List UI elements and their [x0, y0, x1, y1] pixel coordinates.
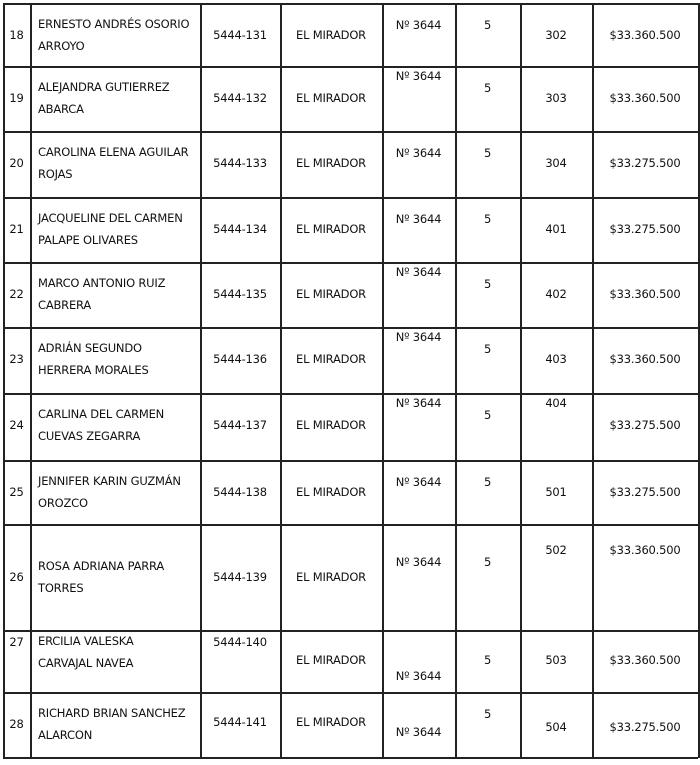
floor: 5	[483, 653, 492, 667]
unit-code: 5444-136	[213, 352, 267, 366]
row-number: 25	[9, 485, 24, 499]
street-number: Nº 3644	[395, 18, 442, 32]
street-number: Nº 3644	[395, 212, 442, 226]
street-name: EL MIRADOR	[296, 352, 366, 366]
floor: 5	[483, 408, 492, 422]
column-divider	[30, 3, 32, 758]
holder-name-line-2: CABRERA	[38, 298, 92, 312]
street-number: Nº 3644	[395, 669, 442, 683]
street-number: Nº 3644	[395, 475, 442, 489]
price: $33.275.500	[609, 720, 681, 734]
apartment-number: 501	[545, 485, 567, 499]
holder-name-line-1: JENNIFER KARIN GUZMÁN	[38, 474, 181, 488]
unit-code: 5444-140	[213, 635, 267, 649]
holder-name-line-2: HERRERA MORALES	[38, 363, 149, 377]
column-divider	[520, 3, 522, 758]
column-divider	[382, 3, 384, 758]
row-number: 21	[9, 222, 24, 236]
column-divider	[280, 3, 282, 758]
street-name: EL MIRADOR	[296, 28, 366, 42]
street-name: EL MIRADOR	[296, 715, 366, 729]
street-name: EL MIRADOR	[296, 287, 366, 301]
column-divider	[592, 3, 594, 758]
holder-name-line-2: CUEVAS ZEGARRA	[38, 429, 141, 443]
unit-code: 5444-139	[213, 570, 267, 584]
floor: 5	[483, 707, 492, 721]
row-number: 18	[9, 28, 24, 42]
street-name: EL MIRADOR	[296, 653, 366, 667]
street-name: EL MIRADOR	[296, 418, 366, 432]
price: $33.275.500	[609, 156, 681, 170]
apartment-number: 404	[545, 396, 567, 410]
floor: 5	[483, 277, 492, 291]
holder-name-line-1: MARCO ANTONIO RUIZ	[38, 276, 166, 290]
price: $33.275.500	[609, 222, 681, 236]
row-number: 28	[9, 717, 24, 731]
apartment-number: 401	[545, 222, 567, 236]
street-number: Nº 3644	[395, 146, 442, 160]
apartment-number: 402	[545, 287, 567, 301]
holder-name-line-1: CARLINA DEL CARMEN	[38, 407, 165, 421]
floor: 5	[483, 146, 492, 160]
floor: 5	[483, 475, 492, 489]
row-number: 26	[9, 570, 24, 584]
holder-name-line-1: ROSA ADRIANA PARRA	[38, 559, 165, 573]
apartment-number: 403	[545, 352, 567, 366]
price: $33.360.500	[609, 352, 681, 366]
street-name: EL MIRADOR	[296, 156, 366, 170]
street-number: Nº 3644	[395, 555, 442, 569]
street-name: EL MIRADOR	[296, 222, 366, 236]
street-name: EL MIRADOR	[296, 485, 366, 499]
price: $33.360.500	[609, 543, 681, 557]
price: $33.360.500	[609, 91, 681, 105]
holder-name-line-1: JACQUELINE DEL CARMEN	[38, 211, 183, 225]
floor: 5	[483, 18, 492, 32]
holder-name-line-2: ARROYO	[38, 39, 85, 53]
row-number: 19	[9, 91, 24, 105]
holder-name-line-1: ALEJANDRA GUTIERREZ	[38, 80, 170, 94]
unit-code: 5444-132	[213, 91, 267, 105]
price: $33.360.500	[609, 287, 681, 301]
floor: 5	[483, 81, 492, 95]
apartment-number: 502	[545, 543, 567, 557]
holder-name-line-2: ALARCON	[38, 728, 93, 742]
row-number: 27	[9, 635, 24, 649]
apartment-number: 504	[545, 720, 567, 734]
holder-name-line-1: CAROLINA ELENA AGUILAR	[38, 145, 189, 159]
street-number: Nº 3644	[395, 265, 442, 279]
price: $33.360.500	[609, 28, 681, 42]
unit-code: 5444-131	[213, 28, 267, 42]
apartment-number: 303	[545, 91, 567, 105]
street-number: Nº 3644	[395, 69, 442, 83]
holder-name-line-2: ABARCA	[38, 102, 84, 116]
column-divider	[455, 3, 457, 758]
apartment-number: 302	[545, 28, 567, 42]
unit-code: 5444-134	[213, 222, 267, 236]
apartment-number: 304	[545, 156, 567, 170]
unit-code: 5444-133	[213, 156, 267, 170]
street-number: Nº 3644	[395, 330, 442, 344]
street-number: Nº 3644	[395, 396, 442, 410]
street-number: Nº 3644	[395, 725, 442, 739]
holder-name-line-1: RICHARD BRIAN SANCHEZ	[38, 706, 186, 720]
row-number: 22	[9, 287, 24, 301]
unit-code: 5444-135	[213, 287, 267, 301]
holder-name-line-2: TORRES	[38, 581, 84, 595]
floor: 5	[483, 342, 492, 356]
holder-name-line-1: ADRIÁN SEGUNDO	[38, 341, 142, 355]
price: $33.360.500	[609, 653, 681, 667]
holder-name-line-1: ERCILIA VALESKA	[38, 634, 134, 648]
row-number: 23	[9, 352, 24, 366]
row-number: 20	[9, 156, 24, 170]
price: $33.275.500	[609, 418, 681, 432]
floor: 5	[483, 555, 492, 569]
apartment-number: 503	[545, 653, 567, 667]
unit-code: 5444-141	[213, 715, 267, 729]
holder-name-line-2: ROJAS	[38, 167, 73, 181]
holder-name-line-2: PALAPE OLIVARES	[38, 233, 138, 247]
street-name: EL MIRADOR	[296, 570, 366, 584]
unit-code: 5444-137	[213, 418, 267, 432]
row-number: 24	[9, 418, 24, 432]
holder-name-line-2: CARVAJAL NAVEA	[38, 656, 134, 670]
holder-name-line-2: OROZCO	[38, 496, 88, 510]
price: $33.275.500	[609, 485, 681, 499]
floor: 5	[483, 212, 492, 226]
street-name: EL MIRADOR	[296, 91, 366, 105]
unit-code: 5444-138	[213, 485, 267, 499]
holder-name-line-1: ERNESTO ANDRÉS OSORIO	[38, 17, 190, 31]
